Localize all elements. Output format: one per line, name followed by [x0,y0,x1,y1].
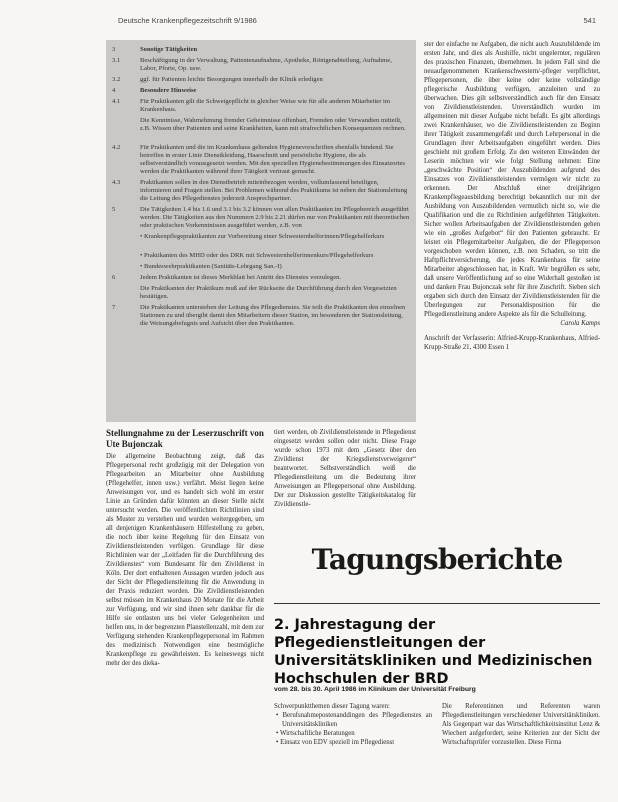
conference-col2-text: Die Referentinnen und Referenten waren Pflegedienstleitungen verschiedener Universitätskliniken. Als Gegenpart war das Wirtschaftlichkeitsinstitut Lenz & Wiechert aufgefordert, seine Kriterien zur der Sicht der Wirtschaftsprüfer vorzustellen. Diese Firma [442,703,600,746]
guideline-number [112,285,140,301]
guideline-number: 4 [112,87,116,94]
guideline-number: 4.3 [112,179,121,186]
guideline-number: 3 [112,46,116,53]
right-column-text [424,40,600,534]
conference-subtitle: vom 28. bis 30. April 1986 im Klinikum der Universität Freiburg [274,686,476,693]
conference-title: 2. Jahrestagung der Pflegedienstleitungen der Universitätskliniken und Medizinischen Hochschulen der BRD [274,617,593,687]
conference-topic: • Berufsnahmepostenanddingen des Pflegedienstes an Universitätskliniken [276,712,432,728]
article-col1-text: Die allgemeine Beobachtung zeigt, daß das Pflegepersonal recht großzügig mit der Delegation von Pflegearbeiten an Mitarbeiter ohne Ausbildung (Pflegehelfer, innen usw.) verfährt. Meist liegen keine Anweisungen vor, und es handelt sich wohl im erster Linie an Gründen dafür könnten an dieser Stelle nicht untersucht werden. Die veröffentlichten Richtlinien sind als Muster zu verstehen und wurden weitergegeben, um all denjenigen Krankenhäusern Hilfestellung zu geben, die noch über keine Regelung für den Einsatz von Zivildienstleistenden verfügen. Grundlage für diese Richtlinien war der „Leitfaden für die Durchführung des Zivildienstes“ vom Bundesamt für den Zivildienst in Köln. Der dort enthaltenen Aussagen wurden jedoch aus der Sicht der Pflegedienstleitung für die Anwendung in der Praxis reduziert worden. Die Zivildienstleistenden selbst müssen im Krankenhaus 20 Monate für die Arbeit zur Verfügung, und wir sind ihnen sehr dankbar für die Hilfe sie entlasten uns bei vieler Gelegenheiten und helfen uns, in der begrenzten Planstellenzahl, mit dem zur Verfügung stehenden Krankenpflegepersonal im Rahmen des medizinisch Notwendigen eine bestmögliche Krankenpflege zu gewährleisten. Es keineswegs nicht mehr der des dieka- [106,453,264,667]
guideline-row [112,57,410,73]
section-rule [274,603,600,604]
conference-column-2 [442,702,600,796]
article-heading: Stellungnahme zu der Leserzuschrift von Ute Bujonczak [106,428,264,449]
article-col2-text: tiert werden, ob Zivildienstleistende in Pflegedienst eingesetzt werden sollen oder nicht. Diese Frage wurde schon 1973 mit dem „Gesetz über den Zivildienst der Kriegsdienstverweigerer“ beantwortet. Selbstverständlich weiß die Pflegedienstleitung um die Bedeutung ihrer Anweisungen an Pflegepersonal ohne Ausbildung. Der zur Diskussion gestellte Tätigkeitskatalog für Zivildienstle- [274,429,416,508]
guideline-row [112,233,410,241]
conference-topic: • Wirtschaftliche Beratungen [276,730,355,737]
conference-column-1 [274,702,432,796]
guideline-number: 7 [112,304,116,311]
running-header [118,16,596,25]
guideline-text: Sonstige Tätigkeiten [140,46,198,53]
guideline-number: 4.2 [112,144,121,151]
guideline-row [112,274,410,282]
journal-name: Deutsche Krankenpflegezeitschrift 9/1986 [118,16,257,25]
article-column-1 [106,452,264,796]
guideline-text: Die Praktikanten unterstehen der Leitung des Pflegedienstes. Sie teilt die Praktikanten den einzelnen Stationen zu und übergibt damit den Mitarbeitern dieser Station, im besonderen der Stationsleitung, die Weisungsbefugnis und Aufsicht über den Praktikanten. [140,304,406,327]
guidelines-box [106,40,416,422]
guideline-row [112,304,410,328]
guideline-text: Besondere Hinweise [140,87,197,94]
right-column-paragraph: ster der einfache ne Aufgaben, die nicht auch Auszubildende im ersten Jahr, und dies als Aushilfe, nicht ungelernter, regulären des praxischen Finanzen, übernehmen. In jedem Fall sind die neuaufgenommenen Krankenschwestern/-pfleger verpflichtet, Pflegepersonen, die über keine oder keine vollständige pflegerische Ausbildung verfügen, anzuleiten und zu überwachen. Dies gilt selbstverständlich auch für den Einsatz von Zivildienstleistenden. Unverständlich wurden im allgemeinen mit dieser Aufgabe nicht befaßt. Es gibt allerdings zwei Krankenhäuser, wo die Zivildienstleistenden zu Beginn ihrer Tätigkeit zusammengefaßt und durch Lehrpersonal in die Grundlagen ihrer Arbeitsaufgaben eingeführt werden. Dies geschieht mit großem Erfolg. Zu den weiteren Einwänden der Leserin möchten wir wie folgt Stellung nehmen: Eine „geschwächte Position“ der Auszubildenden aufgrund des Einsatzes von Zivildienstleistenden vermögen wir nicht zu erkennen. Der Abschluß einer dreijährigen Krankenpflegeausbildung berechtigt bekanntlich nur mit der Ausbildung von Auszubildenden vermutlich nicht so, wie die Qualifikation und die zu Richtlinien aufgeführten Tätigkeiten. Sicher wollen Arbeitsaufgaben der Zivildienstleistenden gehen wie ein „großes Aufgebot“ für den Patienten gebraucht. Er leistet ein Pflegemitarbeiter Aufgaben, die der Pflegeperson vorgeschoben werden können, z.B. nen Schaden, so tritt die Haftpflichtversicherung, die jedes Krankenhaus für seine Mitarbeiter abgeschlossen hat, in Kraft. Wir begrüßen es sehr, daß unsere Veröffentlichung auf so eine Widerhall gestoßen ist und danken Frau Bujonczak sehr für ihre Zuschrift. Sieben sich ergaben sich durch den Einsatz der Zivildienstleistenden für die Überlegungen zur Personaldisposition für die Pflegedienstleitung andere Aspekte als für die Schulleitung. [424,41,600,318]
guideline-number: 3.2 [112,76,121,83]
guideline-text: Beschäftigung in der Verwaltung, Patientenaufnahme, Apotheke, Röntgenabteilung, Aufnahme, Labor, Pforte, Op. usw. [140,57,392,72]
guideline-row [112,263,410,271]
guideline-text: Für Praktikanten gilt die Schweigepflicht in gleicher Weise wie für alle anderen Mitarbeiter im Krankenhaus. [140,98,391,113]
guideline-row [112,206,410,230]
guideline-row [112,285,410,301]
guideline-row [112,87,410,95]
page-number: 541 [583,16,596,25]
guideline-number [112,252,140,260]
guideline-row [112,117,410,133]
guideline-number: 3.1 [112,57,121,64]
guideline-text: Praktikanten sollen in den Dienstbetrieb miteinbezogen werden, vollumfassend beteiligen, informieren und Fragen stellen. Bei Problemen während des Praktikums ist neben der Stationsleitung die Leitung des Pflegedienstes jederzeit Ansprechpartner. [140,179,408,202]
guideline-row [112,252,410,260]
guideline-number: 6 [112,274,116,281]
guideline-row [112,144,410,176]
guideline-text: Jedem Praktikanten ist dieses Merkblatt bei Antritt des Dienstes vorzulegen. [140,274,342,281]
guideline-text: Die Tätigkeiten 1.4 bis 1.6 und 3.1 bis 3.2 können von allen Praktikanten im Pflegebereich ausgeführt werden. Die Tätigkeiten aus den Nummern 2.9 bis 2.21 dürfen nur von Praktikanten mit theoretischen oder praktischen Vorkenntnissen ausgeführt werden, z.B. von [140,206,410,229]
guideline-number [112,233,140,241]
guideline-text: Die Kenntnisse, Wahrnehmung fremder Geheimnisse offenbart, Fremden oder Verwandten mitteilt, z.B. Wissen über Patienten und seine Krankheiten, kann mit strafrechtlichen Konsequenzen rechnen. [140,117,406,132]
guideline-row [112,46,410,54]
signature: Carola Kamps [560,320,600,327]
guideline-number: 5 [112,206,116,213]
author-address: Anschrift der Verfasserin: Alfried-Krupp-Krankenhaus, Alfried-Krupp-Straße 21, 4300 Essen 1 [424,335,600,351]
conference-topic: • Einsatz von EDV speziell im Pflegedienst [276,739,395,746]
guideline-row [112,179,410,203]
guideline-number [112,263,140,271]
guideline-text: • Krankenpflegepraktikanten zur Vorbereitung einer Schwesternhelferinnen/Pflegehelferkurs [140,233,385,240]
section-title: Tagungsberichte [311,543,563,576]
guideline-text: • Praktikanten des MHD oder des DRK mit Schwesternhelferinnenkurs/Pflegehelferkurs [140,252,374,259]
guideline-number [112,117,140,133]
guideline-text: ggf. für Patienten leichte Besorgungen innerhalb der Klinik erledigen [140,76,323,83]
conference-intro: Schwerpunktthemen dieser Tagung waren: [274,703,390,710]
article-column-2 [274,428,416,536]
guideline-text: • Bundeswehrpraktikanten (Sanitäts-Lehrgang San.-I) [140,263,282,270]
guideline-number: 4.1 [112,98,121,105]
guideline-row [112,76,410,84]
guideline-text: Für Praktikanten und die im Krankenhaus geltenden Hygienevorschriften ebenfalls bindend. Sie betreffen in erster Linie Dienstkleidung, Haarschnitt und persönliche Hygiene, die als selbstverständlich vorausgesetzt werden. Mit den speziellen Hygienebestimmungen des Einsatzortes werden die Praktikanten während ihrer Tätigkeit vertraut gemacht. [140,144,405,175]
guideline-text: Die Praktikanten der Praktikum muß auf der Rückseite die Durchführung durch den Vorgesetzten bestätigen. [140,285,397,300]
guideline-row [112,98,410,114]
